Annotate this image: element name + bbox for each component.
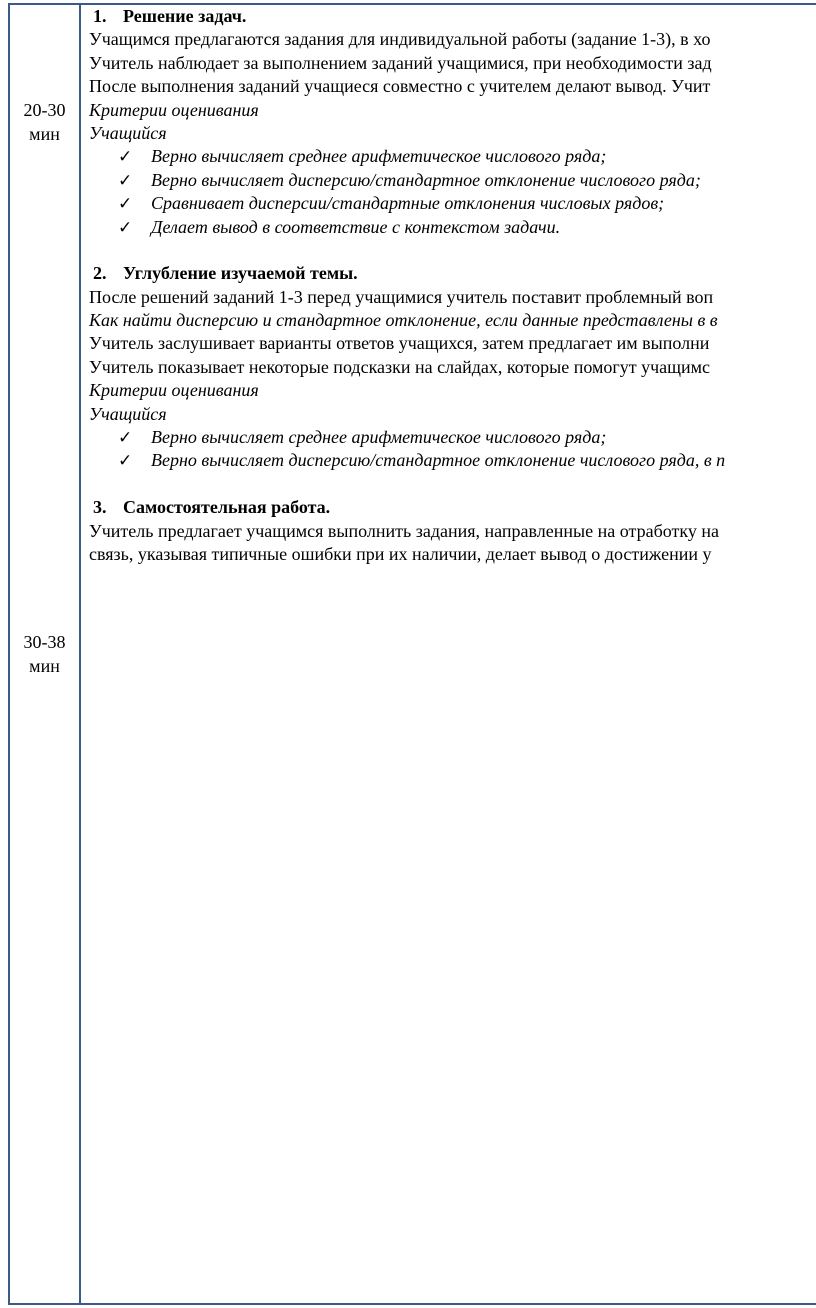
checkmark-icon: ✓ bbox=[118, 194, 133, 215]
checklist-item: ✓ Верно вычисляет среднее арифметическое числового ряда; bbox=[89, 426, 816, 449]
time-unit: мин bbox=[29, 124, 60, 144]
table-border-bottom bbox=[8, 1303, 816, 1305]
paragraph-line: Учитель показывает некоторые подсказки на слайдах, которые помогут учащимс bbox=[89, 356, 711, 377]
paragraph-line: связь, указывая типичные ошибки при их наличии, делает вывод о достижении у bbox=[89, 543, 712, 564]
time-label-first bbox=[10, 98, 79, 146]
checkmark-icon: ✓ bbox=[118, 451, 133, 472]
lesson-content bbox=[89, 5, 816, 566]
time-range: 30-38 bbox=[23, 632, 66, 652]
section-number: 2. bbox=[93, 263, 107, 284]
student-label: Учащийся bbox=[89, 403, 167, 424]
section-number: 3. bbox=[93, 497, 107, 518]
paragraph-line: Учитель заслушивает варианты ответов учащихся, затем предлагает им выполни bbox=[89, 333, 710, 354]
time-label-second bbox=[10, 630, 79, 678]
table-column-divider bbox=[79, 3, 81, 1305]
paragraph-line: Учитель предлагает учащимся выполнить задания, направленные на отработку на bbox=[89, 520, 719, 541]
section-heading bbox=[89, 5, 816, 28]
section-heading bbox=[89, 496, 816, 519]
problem-question: Как найти дисперсию и стандартное отклонение, если данные представлены в в bbox=[89, 310, 718, 331]
criteria-label: Критерии оценивания bbox=[89, 99, 259, 120]
paragraph-line: Учащимся предлагаются задания для индивидуальной работы (задание 1-3), в хо bbox=[89, 29, 711, 50]
paragraph-line: Учитель наблюдает за выполнением заданий учащимися, при необходимости зад bbox=[89, 52, 712, 73]
checkmark-icon: ✓ bbox=[118, 147, 133, 168]
section-number: 1. bbox=[93, 6, 107, 26]
time-range: 20-30 bbox=[23, 100, 66, 120]
paragraph-line: После выполнения заданий учащиеся совместно с учителем делают вывод. Учит bbox=[89, 76, 711, 97]
checklist-item: ✓ Верно вычисляет дисперсию/стандартное отклонение числового ряда; bbox=[89, 169, 816, 192]
section-title: Углубление изучаемой темы. bbox=[123, 263, 358, 284]
checklist-item: ✓ Верно вычисляет дисперсию/стандартное отклонение числового ряда, в п bbox=[89, 449, 816, 472]
paragraph-line: После решений заданий 1-3 перед учащимися учитель поставит проблемный воп bbox=[89, 286, 714, 307]
checkmark-icon: ✓ bbox=[118, 217, 133, 238]
checkmark-icon: ✓ bbox=[118, 170, 133, 191]
criteria-label: Критерии оценивания bbox=[89, 380, 259, 401]
checklist-item: ✓ Верно вычисляет среднее арифметическое числового ряда; bbox=[89, 145, 816, 168]
checklist-item: ✓ Делает вывод в соответствие с контекстом задачи. bbox=[89, 216, 816, 239]
student-label: Учащийся bbox=[89, 122, 167, 143]
checkmark-icon: ✓ bbox=[118, 428, 133, 449]
section-title: Самостоятельная работа. bbox=[123, 497, 331, 518]
time-unit: мин bbox=[29, 656, 60, 676]
checklist-item: ✓ Сравнивает дисперсии/стандартные отклонения числовых рядов; bbox=[89, 192, 816, 215]
section-heading bbox=[89, 262, 816, 285]
section-title: Решение задач. bbox=[123, 6, 247, 26]
